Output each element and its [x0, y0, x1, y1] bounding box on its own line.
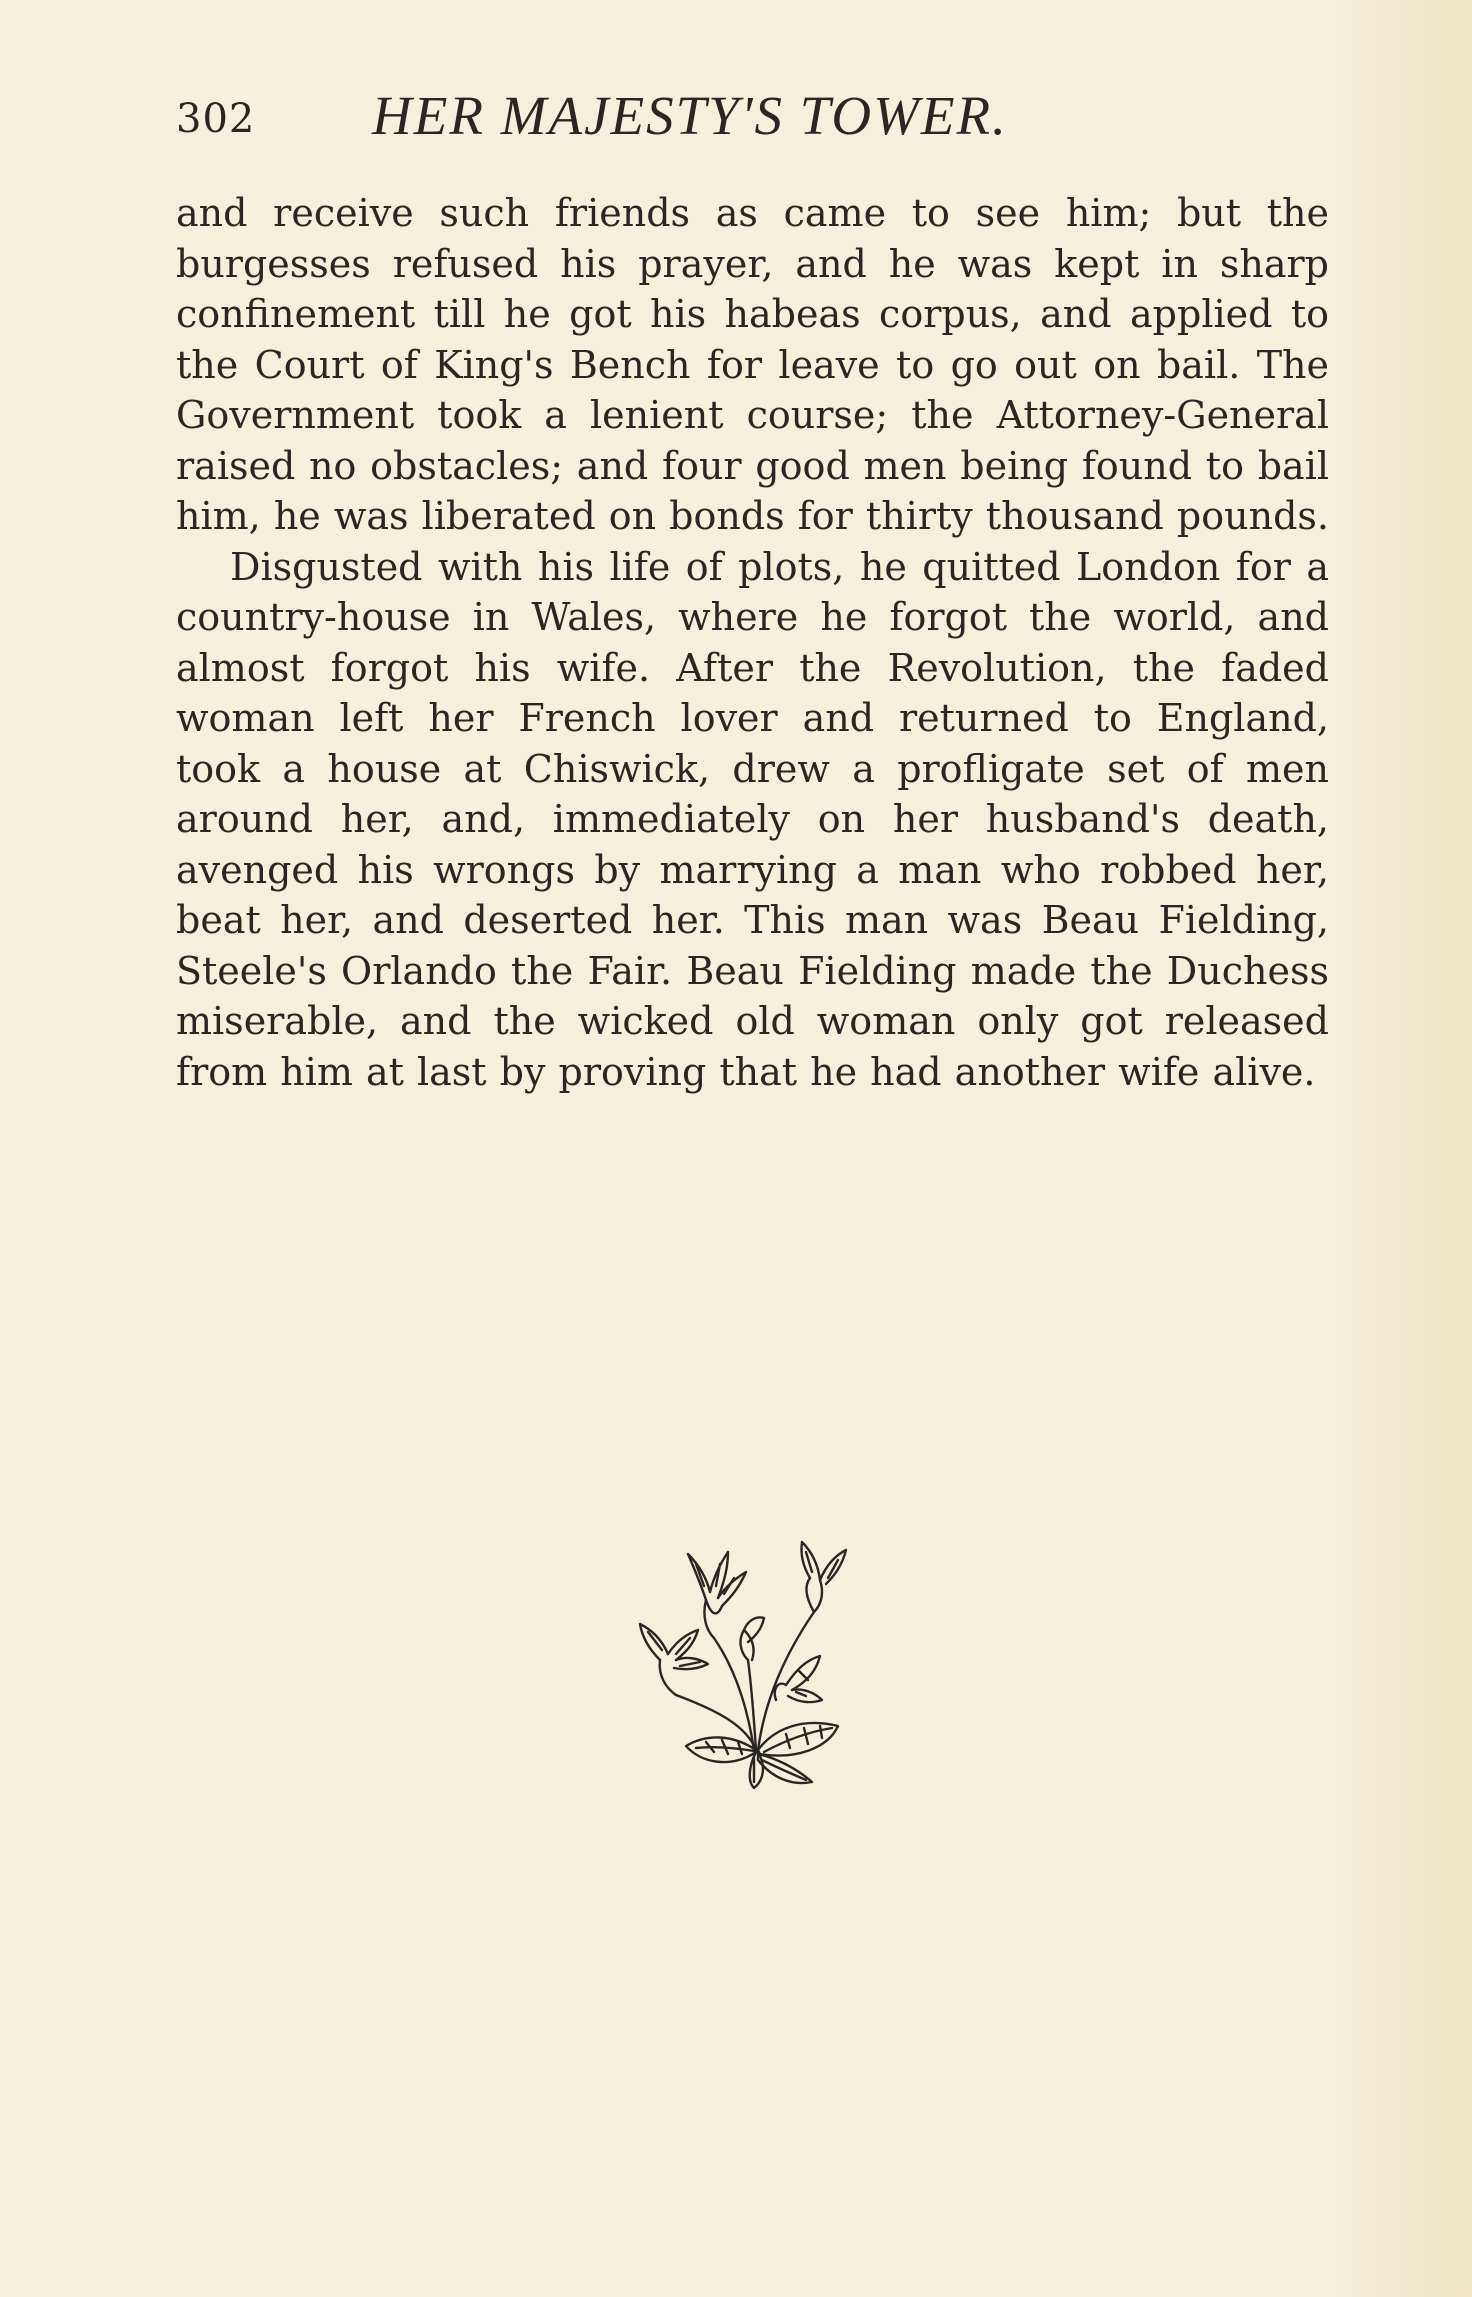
- cyclamen-flower-ornament-icon: [636, 1520, 876, 1790]
- paragraph-1: and receive such friends as came to see him; but the burgesses refused his prayer, and he was kept in sharp confinement till he got his habeas corpus, and applied to the Court of King's Bench for leave to go out on bail. The Government took a lenient course; the Attorney-General raised no obstacles; and four good men being found to bail him, he was liberated on bonds for thirty thousand pounds.: [176, 191, 1329, 538]
- page-edge-shading: [1332, 0, 1472, 2297]
- paragraph-2: Disgusted with his life of plots, he quitted London for a country-house in Wales, where he forgot the world, and almost forgot his wife. After the Revolution, the faded woman left her French lover and returned to England, took a house at Chiswick, drew a profligate set of men around her, and, immediately on her husband's death, avenged his wrongs by marrying a man who robbed her, beat her, and deserted her. This man was Beau Fielding, Steele's Orlando the Fair. Beau Fielding made the Duchess miserable, and the wicked old woman only got released from him at last by proving that he had another wife alive.: [176, 544, 1329, 1094]
- running-head: [176, 84, 1336, 154]
- page-number: 302: [176, 96, 256, 142]
- running-title: HER MAJESTY'S TOWER.: [372, 85, 1008, 146]
- body-text: [176, 188, 1329, 1097]
